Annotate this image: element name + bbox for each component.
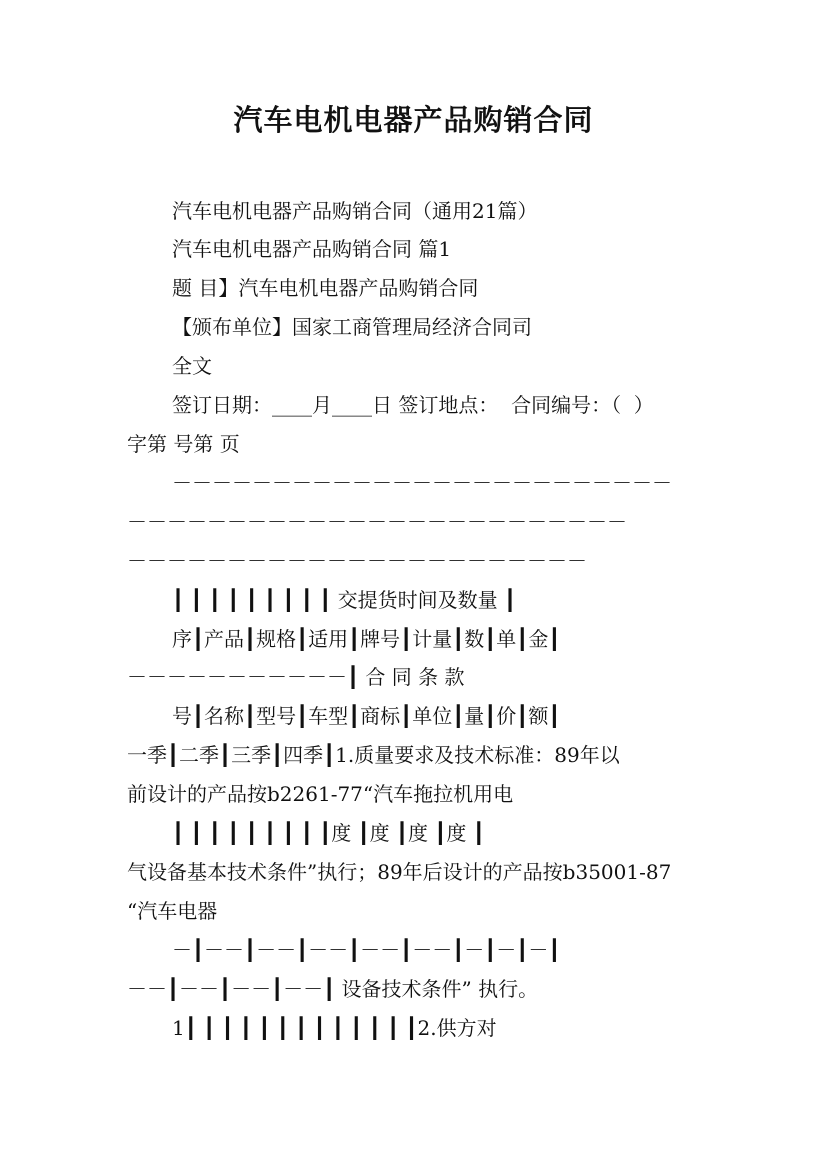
table-rule: －－－－－－－－－－－－－－－－－－－－－－－－－ bbox=[172, 471, 672, 495]
section-heading: 汽车电机电器产品购销合同 篇1 bbox=[172, 237, 452, 261]
signing-info-line: 签订日期：____月____日 签订地点： 合同编号：（ ） bbox=[172, 393, 654, 417]
topic-line: 题 目】汽车电机电器产品购销合同 bbox=[172, 276, 479, 300]
document-title: 汽车电机电器产品购销合同 bbox=[233, 103, 594, 137]
table-row: ┃ ┃ ┃ ┃ ┃ ┃ ┃ ┃ ┃度 ┃度 ┃度 ┃度 ┃ bbox=[172, 821, 485, 845]
table-row: “汽车电器 bbox=[127, 899, 218, 923]
table-row: 一季┃二季┃三季┃四季┃1.质量要求及技术标准：89年以 bbox=[127, 743, 620, 767]
table-row: 气设备基本技术条件”执行；89年后设计的产品按b35001-87 bbox=[127, 860, 672, 884]
subtitle-line: 汽车电机电器产品购销合同（通用21篇） bbox=[172, 199, 538, 223]
table-row: 号┃名称┃型号┃车型┃商标┃单位┃量┃价┃额┃ bbox=[172, 704, 561, 728]
table-row: ┃ ┃ ┃ ┃ ┃ ┃ ┃ ┃ ┃ 交提货时间及数量 ┃ bbox=[172, 588, 516, 612]
table-row: 序┃产品┃规格┃适用┃牌号┃计量┃数┃单┃金┃ bbox=[172, 627, 561, 651]
table-row: －－┃－－┃－－┃－－┃ 设备技术条件” 执行。 bbox=[127, 977, 539, 1001]
table-rule: －－－－－－－－－－－－－－－－－－－－－－－ bbox=[127, 549, 587, 573]
table-row: －┃－－┃－－┃－－┃－－┃－－┃－┃－┃－┃ bbox=[172, 938, 561, 962]
issuer-line: 【颁布单位】国家工商管理局经济合同司 bbox=[172, 315, 532, 339]
table-row: 前设计的产品按b2261-77“汽车拖拉机用电 bbox=[127, 782, 514, 806]
table-row: －－－－－－－－－－－┃ 合 同 条 款 bbox=[127, 665, 465, 689]
table-row: 1┃ ┃ ┃ ┃ ┃ ┃ ┃ ┃ ┃ ┃ ┃ ┃ ┃2.供方对 bbox=[172, 1016, 497, 1040]
fulltext-label: 全文 bbox=[172, 354, 212, 378]
document-number-line: 字第 号第 页 bbox=[127, 432, 240, 456]
table-rule: －－－－－－－－－－－－－－－－－－－－－－－－－ bbox=[127, 510, 627, 534]
